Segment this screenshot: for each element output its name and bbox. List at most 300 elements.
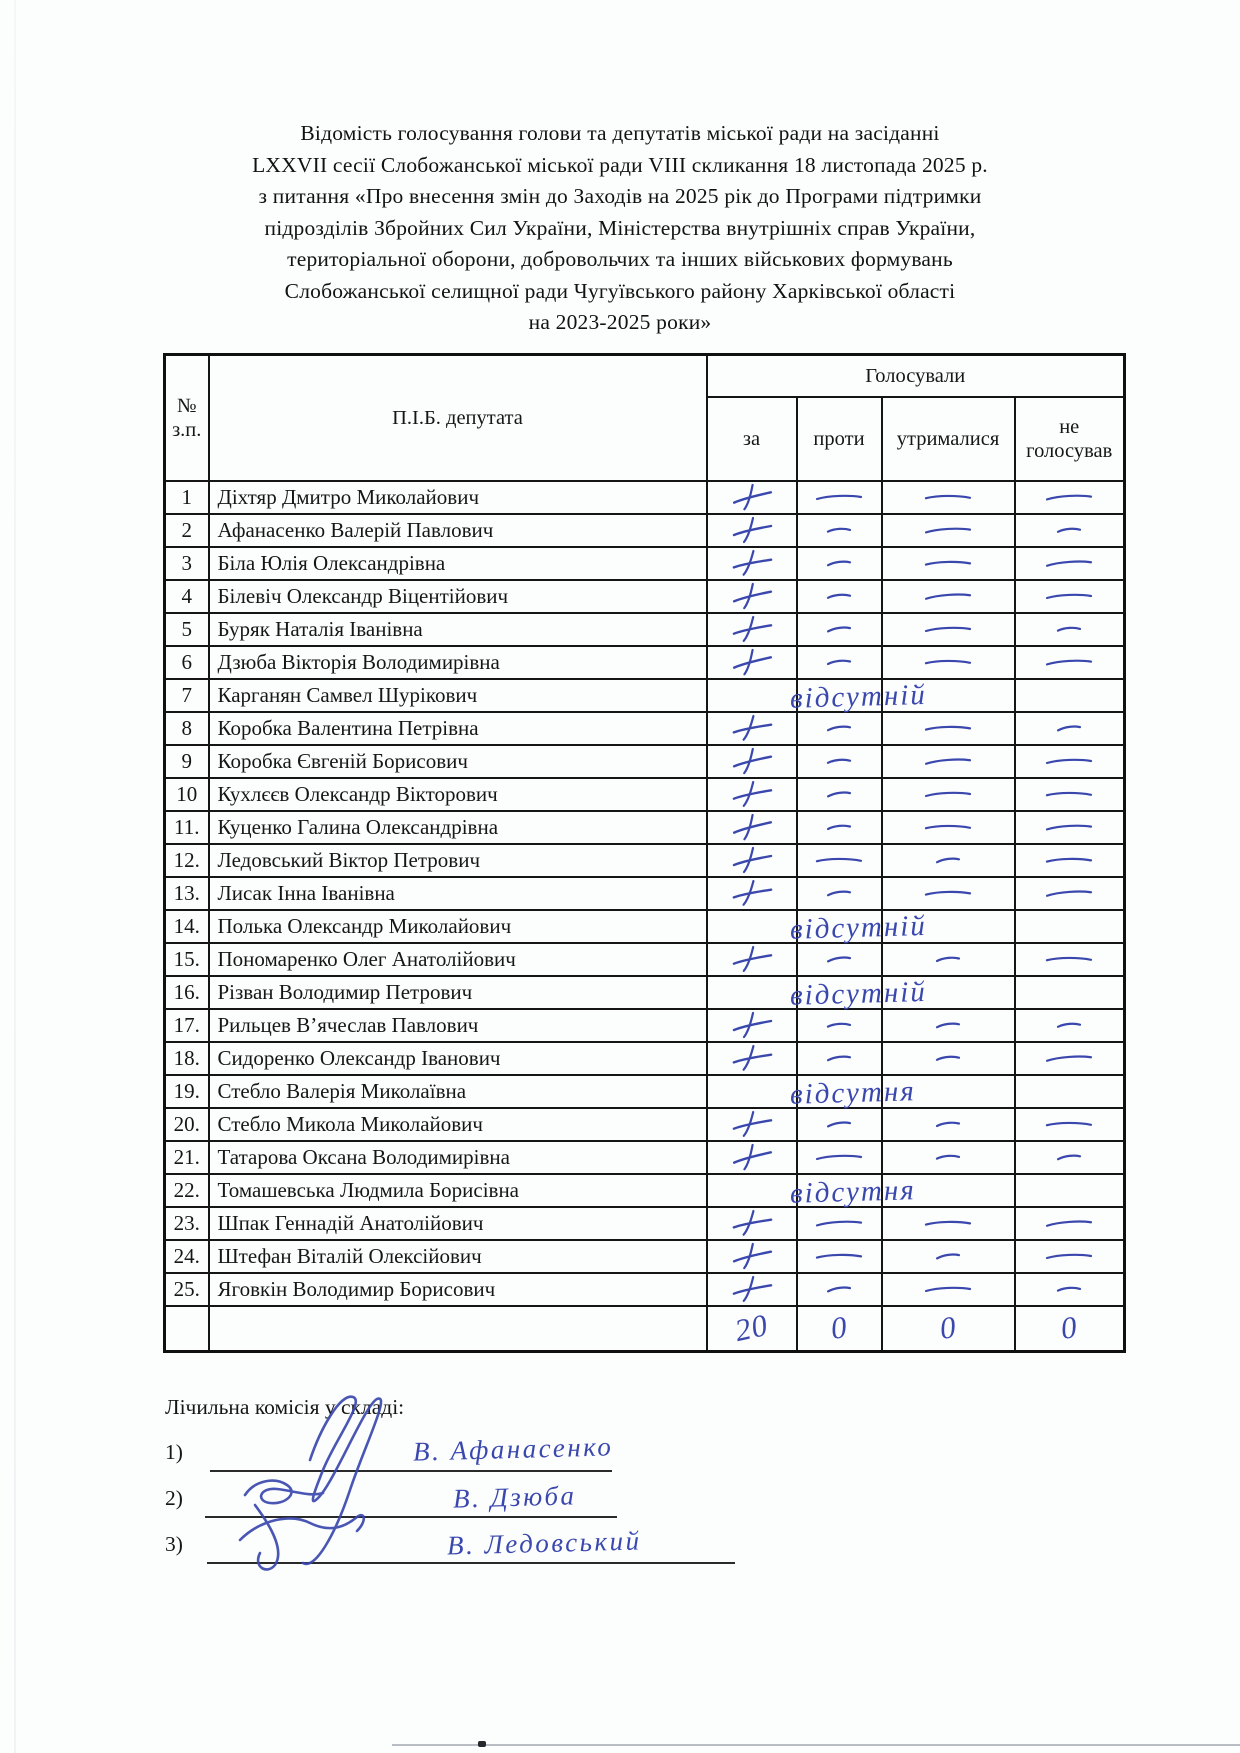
vote-not-voted	[1015, 778, 1125, 811]
handwritten-dash-mark	[1056, 1284, 1082, 1295]
vote-not-voted	[1015, 1075, 1125, 1108]
title-line: на 2023-2025 роки»	[528, 310, 712, 334]
column-header-against: проти	[797, 397, 882, 481]
vote-abstained	[882, 778, 1015, 811]
commission-item-number: 1)	[165, 1440, 183, 1464]
vote-abstained	[882, 580, 1015, 613]
title-line: LXXVII сесії Слобожанської міської ради VIII скликання 18 листопада 2025 р.	[252, 152, 988, 177]
vote-against	[789, 975, 927, 1012]
vote-not-voted	[1015, 1174, 1125, 1207]
vote-against	[797, 778, 882, 811]
handwritten-dash-mark	[826, 1119, 852, 1130]
handwritten-plus-mark	[729, 614, 774, 645]
commission-member-row	[165, 1480, 865, 1526]
row-number: 11.	[165, 811, 209, 844]
vote-not-voted	[1015, 514, 1125, 547]
handwritten-dash-mark	[826, 525, 852, 536]
row-number: 22.	[165, 1174, 209, 1207]
vote-for	[707, 1108, 797, 1141]
vote-abstained	[882, 646, 1015, 679]
table-row	[165, 547, 1125, 580]
vote-not-voted	[1015, 712, 1125, 745]
table-row	[165, 1207, 1125, 1240]
handwritten-dash-mark	[923, 1218, 973, 1229]
table-row	[165, 1108, 1125, 1141]
vote-for	[707, 1174, 797, 1207]
vote-for	[707, 910, 797, 943]
table-row	[165, 943, 1125, 976]
column-header-abstained: утрималися	[882, 397, 1015, 481]
handwritten-plus-mark	[730, 515, 774, 545]
handwritten-dash-mark	[814, 1251, 864, 1262]
table-row	[165, 1009, 1125, 1042]
handwritten-dash-mark	[1044, 1217, 1094, 1229]
signature-line	[205, 1516, 617, 1518]
handwritten-dash-mark	[923, 656, 973, 668]
vote-not-voted	[1015, 580, 1125, 613]
handwritten-absent: відсутня	[789, 1173, 916, 1210]
handwritten-dash-mark	[1044, 557, 1094, 569]
handwritten-dash-mark	[1044, 1052, 1094, 1064]
handwritten-total-for: 20	[731, 1307, 772, 1349]
row-number: 7	[165, 679, 209, 712]
handwritten-dash-mark	[814, 854, 864, 866]
handwritten-dash-mark	[923, 789, 973, 799]
title-line: Слобожанської селищної ради Чугуївського району Харківської області	[284, 278, 956, 303]
column-header-voted: Голосували	[707, 355, 1125, 397]
vote-for	[707, 481, 797, 514]
handwritten-plus-mark	[729, 746, 774, 777]
vote-abstained	[882, 976, 1015, 1009]
table-row	[165, 1042, 1125, 1075]
vote-not-voted	[1015, 613, 1125, 646]
deputy-name: Штефан Віталій Олексійович	[209, 1240, 707, 1273]
handwritten-dash-mark	[1044, 492, 1094, 503]
vote-abstained	[882, 1075, 1015, 1108]
row-number: 19.	[165, 1075, 209, 1108]
row-number: 9	[165, 745, 209, 778]
title-line: з питання «Про внесення змін до Заходів на 2025 рік до Програми підтримки	[258, 184, 982, 208]
deputy-name: Рильцев В’ячеслав Павлович	[209, 1009, 707, 1042]
table-row	[165, 976, 1125, 1009]
handwritten-plus-mark	[729, 481, 774, 513]
table-row	[165, 613, 1125, 646]
handwritten-dash-mark	[826, 1284, 852, 1295]
vote-for	[707, 976, 797, 1009]
vote-abstained	[882, 1240, 1015, 1273]
vote-for	[707, 646, 797, 679]
handwritten-plus-mark	[729, 1207, 774, 1239]
handwritten-dash-mark	[923, 558, 973, 569]
row-number: 15.	[165, 943, 209, 976]
vote-for	[707, 1009, 797, 1042]
commission-item-number: 2)	[165, 1486, 183, 1510]
commission-item-number: 3)	[165, 1532, 183, 1556]
handwritten-total-against: 0	[828, 1309, 850, 1347]
handwritten-dash-mark	[826, 591, 852, 601]
deputy-name: Буряк Наталія Іванівна	[209, 613, 707, 646]
handwritten-dash-mark	[923, 821, 973, 833]
vote-for	[707, 580, 797, 613]
handwritten-absent: відсутній	[789, 678, 927, 715]
vote-against	[789, 678, 927, 715]
deputy-name: Полька Олександр Миколайович	[209, 910, 707, 943]
row-number: 12.	[165, 844, 209, 877]
handwritten-plus-mark	[730, 845, 774, 875]
deputy-name: Шпак Геннадій Анатолійович	[209, 1207, 707, 1240]
handwritten-dash-mark	[826, 558, 852, 568]
handwritten-dash-mark	[826, 624, 852, 635]
vote-abstained	[882, 1108, 1015, 1141]
row-number: 21.	[165, 1141, 209, 1174]
vote-for	[707, 778, 797, 811]
handwritten-dash-mark	[826, 756, 852, 766]
total-against	[797, 1306, 882, 1352]
handwritten-dash-mark	[935, 855, 961, 865]
signature-line	[207, 1562, 735, 1564]
vote-abstained	[882, 613, 1015, 646]
table-row	[165, 1075, 1125, 1108]
table-row	[165, 877, 1125, 910]
handwritten-name: В. Ледовський	[446, 1525, 642, 1561]
vote-for	[707, 1240, 797, 1273]
handwritten-dash-mark	[826, 789, 852, 800]
deputy-name: Сидоренко Олександр Іванович	[209, 1042, 707, 1075]
table-row	[165, 1240, 1125, 1273]
deputy-name: Стебло Валерія Миколаївна	[209, 1075, 707, 1108]
column-header-for: за	[707, 397, 797, 481]
table-row	[165, 481, 1125, 514]
deputy-name: Татарова Оксана Володимирівна	[209, 1141, 707, 1174]
row-number: 25.	[165, 1273, 209, 1306]
deputy-name: Дзюба Вікторія Володимирівна	[209, 646, 707, 679]
vote-against	[797, 1207, 882, 1240]
vote-abstained	[882, 877, 1015, 910]
title-line: Відомість голосування голови та депутатів міської ради на засіданні	[300, 121, 940, 145]
handwritten-dash-mark	[923, 590, 973, 602]
table-row	[165, 745, 1125, 778]
vote-not-voted	[1015, 910, 1125, 943]
handwritten-dash-mark	[1056, 525, 1082, 535]
table-row	[165, 514, 1125, 547]
total-abstained	[882, 1306, 1015, 1352]
column-header-not-voted: не голосував	[1015, 397, 1125, 481]
row-number: 18.	[165, 1042, 209, 1075]
handwritten-dash-mark	[1044, 788, 1094, 800]
vote-abstained	[882, 844, 1015, 877]
vote-against	[789, 1173, 916, 1210]
handwritten-dash-mark	[1056, 624, 1082, 635]
counting-commission-block	[165, 1395, 865, 1572]
row-number: 2	[165, 514, 209, 547]
total-for	[707, 1306, 797, 1352]
vote-abstained	[882, 811, 1015, 844]
vote-not-voted	[1015, 943, 1125, 976]
vote-for	[707, 1042, 797, 1075]
deputy-name: Білевіч Олександр Віцентійович	[209, 580, 707, 613]
vote-not-voted	[1015, 679, 1125, 712]
vote-abstained	[882, 712, 1015, 745]
vote-against	[797, 580, 882, 613]
totals-empty-name	[209, 1306, 707, 1352]
handwritten-dash-mark	[1056, 723, 1082, 734]
row-number: 4	[165, 580, 209, 613]
vote-not-voted	[1015, 1042, 1125, 1075]
deputy-name: Коробка Валентина Петрівна	[209, 712, 707, 745]
number-sub: з.п.	[172, 418, 202, 441]
deputy-name: Яговкін Володимир Борисович	[209, 1273, 707, 1306]
deputy-name: Томашевська Людмила Борисівна	[209, 1174, 707, 1207]
table-row	[165, 844, 1125, 877]
deputy-name: Пономаренко Олег Анатолійович	[209, 943, 707, 976]
vote-abstained	[882, 1207, 1015, 1240]
handwritten-plus-mark	[729, 646, 774, 678]
handwritten-dash-mark	[935, 1251, 961, 1262]
vote-abstained	[882, 1273, 1015, 1306]
handwritten-dash-mark	[923, 525, 973, 536]
handwritten-dash-mark	[935, 1152, 961, 1163]
vote-for	[707, 712, 797, 745]
deputy-name: Коробка Євгеній Борисович	[209, 745, 707, 778]
vote-for	[707, 811, 797, 844]
handwritten-plus-mark	[729, 547, 774, 579]
deputy-name: Карганян Самвел Шурікович	[209, 679, 707, 712]
handwritten-plus-mark	[729, 877, 774, 909]
vote-for	[707, 844, 797, 877]
table-row	[165, 1141, 1125, 1174]
deputy-name: Діхтяр Дмитро Миколайович	[209, 481, 707, 514]
table-header-row	[165, 355, 1125, 397]
table-row	[165, 910, 1125, 943]
handwritten-absent: відсутня	[789, 1074, 916, 1111]
vote-not-voted	[1015, 745, 1125, 778]
handwritten-dash-mark	[1056, 1020, 1082, 1030]
vote-against	[789, 909, 927, 946]
table-row	[165, 811, 1125, 844]
handwritten-dash-mark	[826, 1020, 852, 1031]
vote-not-voted	[1015, 811, 1125, 844]
vote-not-voted	[1015, 1240, 1125, 1273]
table-row	[165, 1273, 1125, 1306]
handwritten-dash-mark	[814, 1218, 864, 1229]
vote-for	[707, 943, 797, 976]
handwritten-total-abstained: 0	[937, 1309, 959, 1347]
handwritten-absent: відсутній	[789, 975, 927, 1012]
vote-against	[797, 712, 882, 745]
vote-not-voted	[1015, 481, 1125, 514]
handwritten-total-not-voted: 0	[1058, 1309, 1080, 1347]
table-row	[165, 580, 1125, 613]
deputy-name: Ледовський Віктор Петрович	[209, 844, 707, 877]
vote-against	[797, 613, 882, 646]
vote-abstained	[882, 481, 1015, 514]
vote-against	[789, 1074, 916, 1111]
vote-abstained	[882, 910, 1015, 943]
handwritten-dash-mark	[923, 1284, 973, 1294]
deputy-name: Афанасенко Валерій Павлович	[209, 514, 707, 547]
handwritten-dash-mark	[826, 954, 852, 965]
row-number: 6	[165, 646, 209, 679]
total-not-voted	[1015, 1306, 1125, 1352]
handwritten-plus-mark	[730, 1010, 774, 1040]
handwritten-dash-mark	[923, 723, 973, 734]
handwritten-dash-mark	[1044, 887, 1094, 899]
handwritten-dash-mark	[1056, 1152, 1082, 1162]
table-row	[165, 712, 1125, 745]
commission-label: Лічильна комісія у складі:	[165, 1395, 405, 1419]
vote-for	[707, 679, 797, 712]
vote-against	[797, 745, 882, 778]
title-line: територіальної оборони, добровольчих та інших військових формувань	[287, 247, 953, 271]
vote-abstained	[882, 514, 1015, 547]
vote-for	[707, 1273, 797, 1306]
number-sign: №	[176, 394, 197, 417]
vote-not-voted	[1015, 1108, 1125, 1141]
vote-against	[797, 1042, 882, 1075]
vote-for	[707, 547, 797, 580]
handwritten-dash-mark	[1044, 855, 1094, 866]
vote-for	[707, 613, 797, 646]
vote-against	[797, 877, 882, 910]
vote-not-voted	[1015, 1141, 1125, 1174]
handwritten-dash-mark	[814, 492, 864, 502]
table-row	[165, 646, 1125, 679]
row-number: 1	[165, 481, 209, 514]
handwritten-dash-mark	[923, 888, 973, 899]
row-number: 8	[165, 712, 209, 745]
table-row	[165, 778, 1125, 811]
handwritten-absent: відсутній	[789, 909, 927, 946]
handwritten-dash-mark	[923, 755, 973, 767]
handwritten-dash-mark	[826, 822, 852, 832]
handwritten-dash-mark	[826, 888, 852, 898]
handwritten-plus-mark	[729, 944, 774, 975]
deputy-name: Біла Юлія Олександрівна	[209, 547, 707, 580]
vote-against	[797, 1141, 882, 1174]
title-line: підрозділів Збройних Сил України, Міністерства внутрішніх справ України,	[264, 215, 976, 240]
handwritten-dash-mark	[1044, 822, 1094, 833]
commission-member-row	[165, 1431, 865, 1480]
handwritten-plus-mark	[729, 712, 774, 744]
handwritten-dash-mark	[826, 1053, 852, 1063]
signature-line	[210, 1470, 612, 1472]
scan-bottom-line	[392, 1744, 1240, 1746]
deputy-name: Стебло Микола Миколайович	[209, 1108, 707, 1141]
vote-against	[797, 1240, 882, 1273]
voting-table	[163, 353, 1126, 1353]
vote-against	[797, 1009, 882, 1042]
vote-not-voted	[1015, 547, 1125, 580]
commission-member-row	[165, 1526, 865, 1572]
handwritten-name: В. Афанасенко	[412, 1431, 614, 1467]
row-number: 23.	[165, 1207, 209, 1240]
handwritten-plus-mark	[729, 779, 774, 810]
totals-empty-num	[165, 1306, 209, 1352]
row-number: 3	[165, 547, 209, 580]
row-number: 13.	[165, 877, 209, 910]
table-row	[165, 679, 1125, 712]
handwritten-plus-mark	[729, 1241, 774, 1272]
handwritten-plus-mark	[729, 1141, 774, 1173]
handwritten-plus-mark	[729, 1042, 774, 1074]
row-number: 16.	[165, 976, 209, 1009]
vote-against	[797, 811, 882, 844]
handwritten-dash-mark	[826, 657, 852, 667]
vote-not-voted	[1015, 877, 1125, 910]
handwritten-plus-mark	[729, 581, 774, 612]
vote-for	[707, 1075, 797, 1108]
vote-abstained	[882, 547, 1015, 580]
vote-abstained	[882, 745, 1015, 778]
handwritten-dash-mark	[923, 624, 973, 634]
handwritten-dash-mark	[1044, 756, 1094, 766]
vote-against	[797, 844, 882, 877]
column-header-name: П.І.Б. депутата	[209, 355, 707, 481]
vote-abstained	[882, 679, 1015, 712]
vote-not-voted	[1015, 1273, 1125, 1306]
vote-for	[707, 745, 797, 778]
vote-for	[707, 1207, 797, 1240]
handwritten-dash-mark	[1044, 657, 1094, 668]
deputy-name: Кухлєєв Олександр Вікторович	[209, 778, 707, 811]
handwritten-name: В. Дзюба	[452, 1480, 577, 1514]
handwritten-dash-mark	[923, 491, 973, 503]
row-number: 5	[165, 613, 209, 646]
vote-not-voted	[1015, 844, 1125, 877]
document-title	[130, 118, 1110, 339]
vote-against	[797, 1273, 882, 1306]
handwritten-dash-mark	[1044, 1118, 1094, 1130]
row-number: 17.	[165, 1009, 209, 1042]
totals-row	[165, 1306, 1125, 1352]
vote-not-voted	[1015, 976, 1125, 1009]
scan-ink-blob	[478, 1741, 486, 1747]
handwritten-dash-mark	[1044, 1251, 1094, 1261]
row-number: 14.	[165, 910, 209, 943]
handwritten-dash-mark	[935, 954, 961, 964]
vote-against	[797, 514, 882, 547]
column-header-number	[165, 355, 209, 481]
vote-abstained	[882, 943, 1015, 976]
vote-abstained	[882, 1042, 1015, 1075]
handwritten-dash-mark	[935, 1119, 961, 1129]
vote-abstained	[882, 1174, 1015, 1207]
vote-for	[707, 514, 797, 547]
handwritten-plus-mark	[729, 1109, 774, 1140]
vote-for	[707, 877, 797, 910]
handwritten-dash-mark	[1044, 591, 1094, 601]
handwritten-dash-mark	[814, 1152, 864, 1162]
handwritten-dash-mark	[1044, 953, 1094, 965]
handwritten-dash-mark	[935, 1020, 961, 1030]
row-number: 24.	[165, 1240, 209, 1273]
vote-against	[797, 943, 882, 976]
vote-against	[797, 646, 882, 679]
vote-for	[707, 1141, 797, 1174]
scan-edge-artifact	[14, 0, 16, 1753]
vote-not-voted	[1015, 1207, 1125, 1240]
deputy-name: Куценко Галина Олександрівна	[209, 811, 707, 844]
row-number: 10	[165, 778, 209, 811]
row-number: 20.	[165, 1108, 209, 1141]
vote-abstained	[882, 1009, 1015, 1042]
table-row	[165, 1174, 1125, 1207]
vote-not-voted	[1015, 646, 1125, 679]
deputy-name: Лисак Інна Іванівна	[209, 877, 707, 910]
handwritten-plus-mark	[729, 811, 774, 843]
handwritten-dash-mark	[826, 723, 852, 733]
vote-abstained	[882, 1141, 1015, 1174]
